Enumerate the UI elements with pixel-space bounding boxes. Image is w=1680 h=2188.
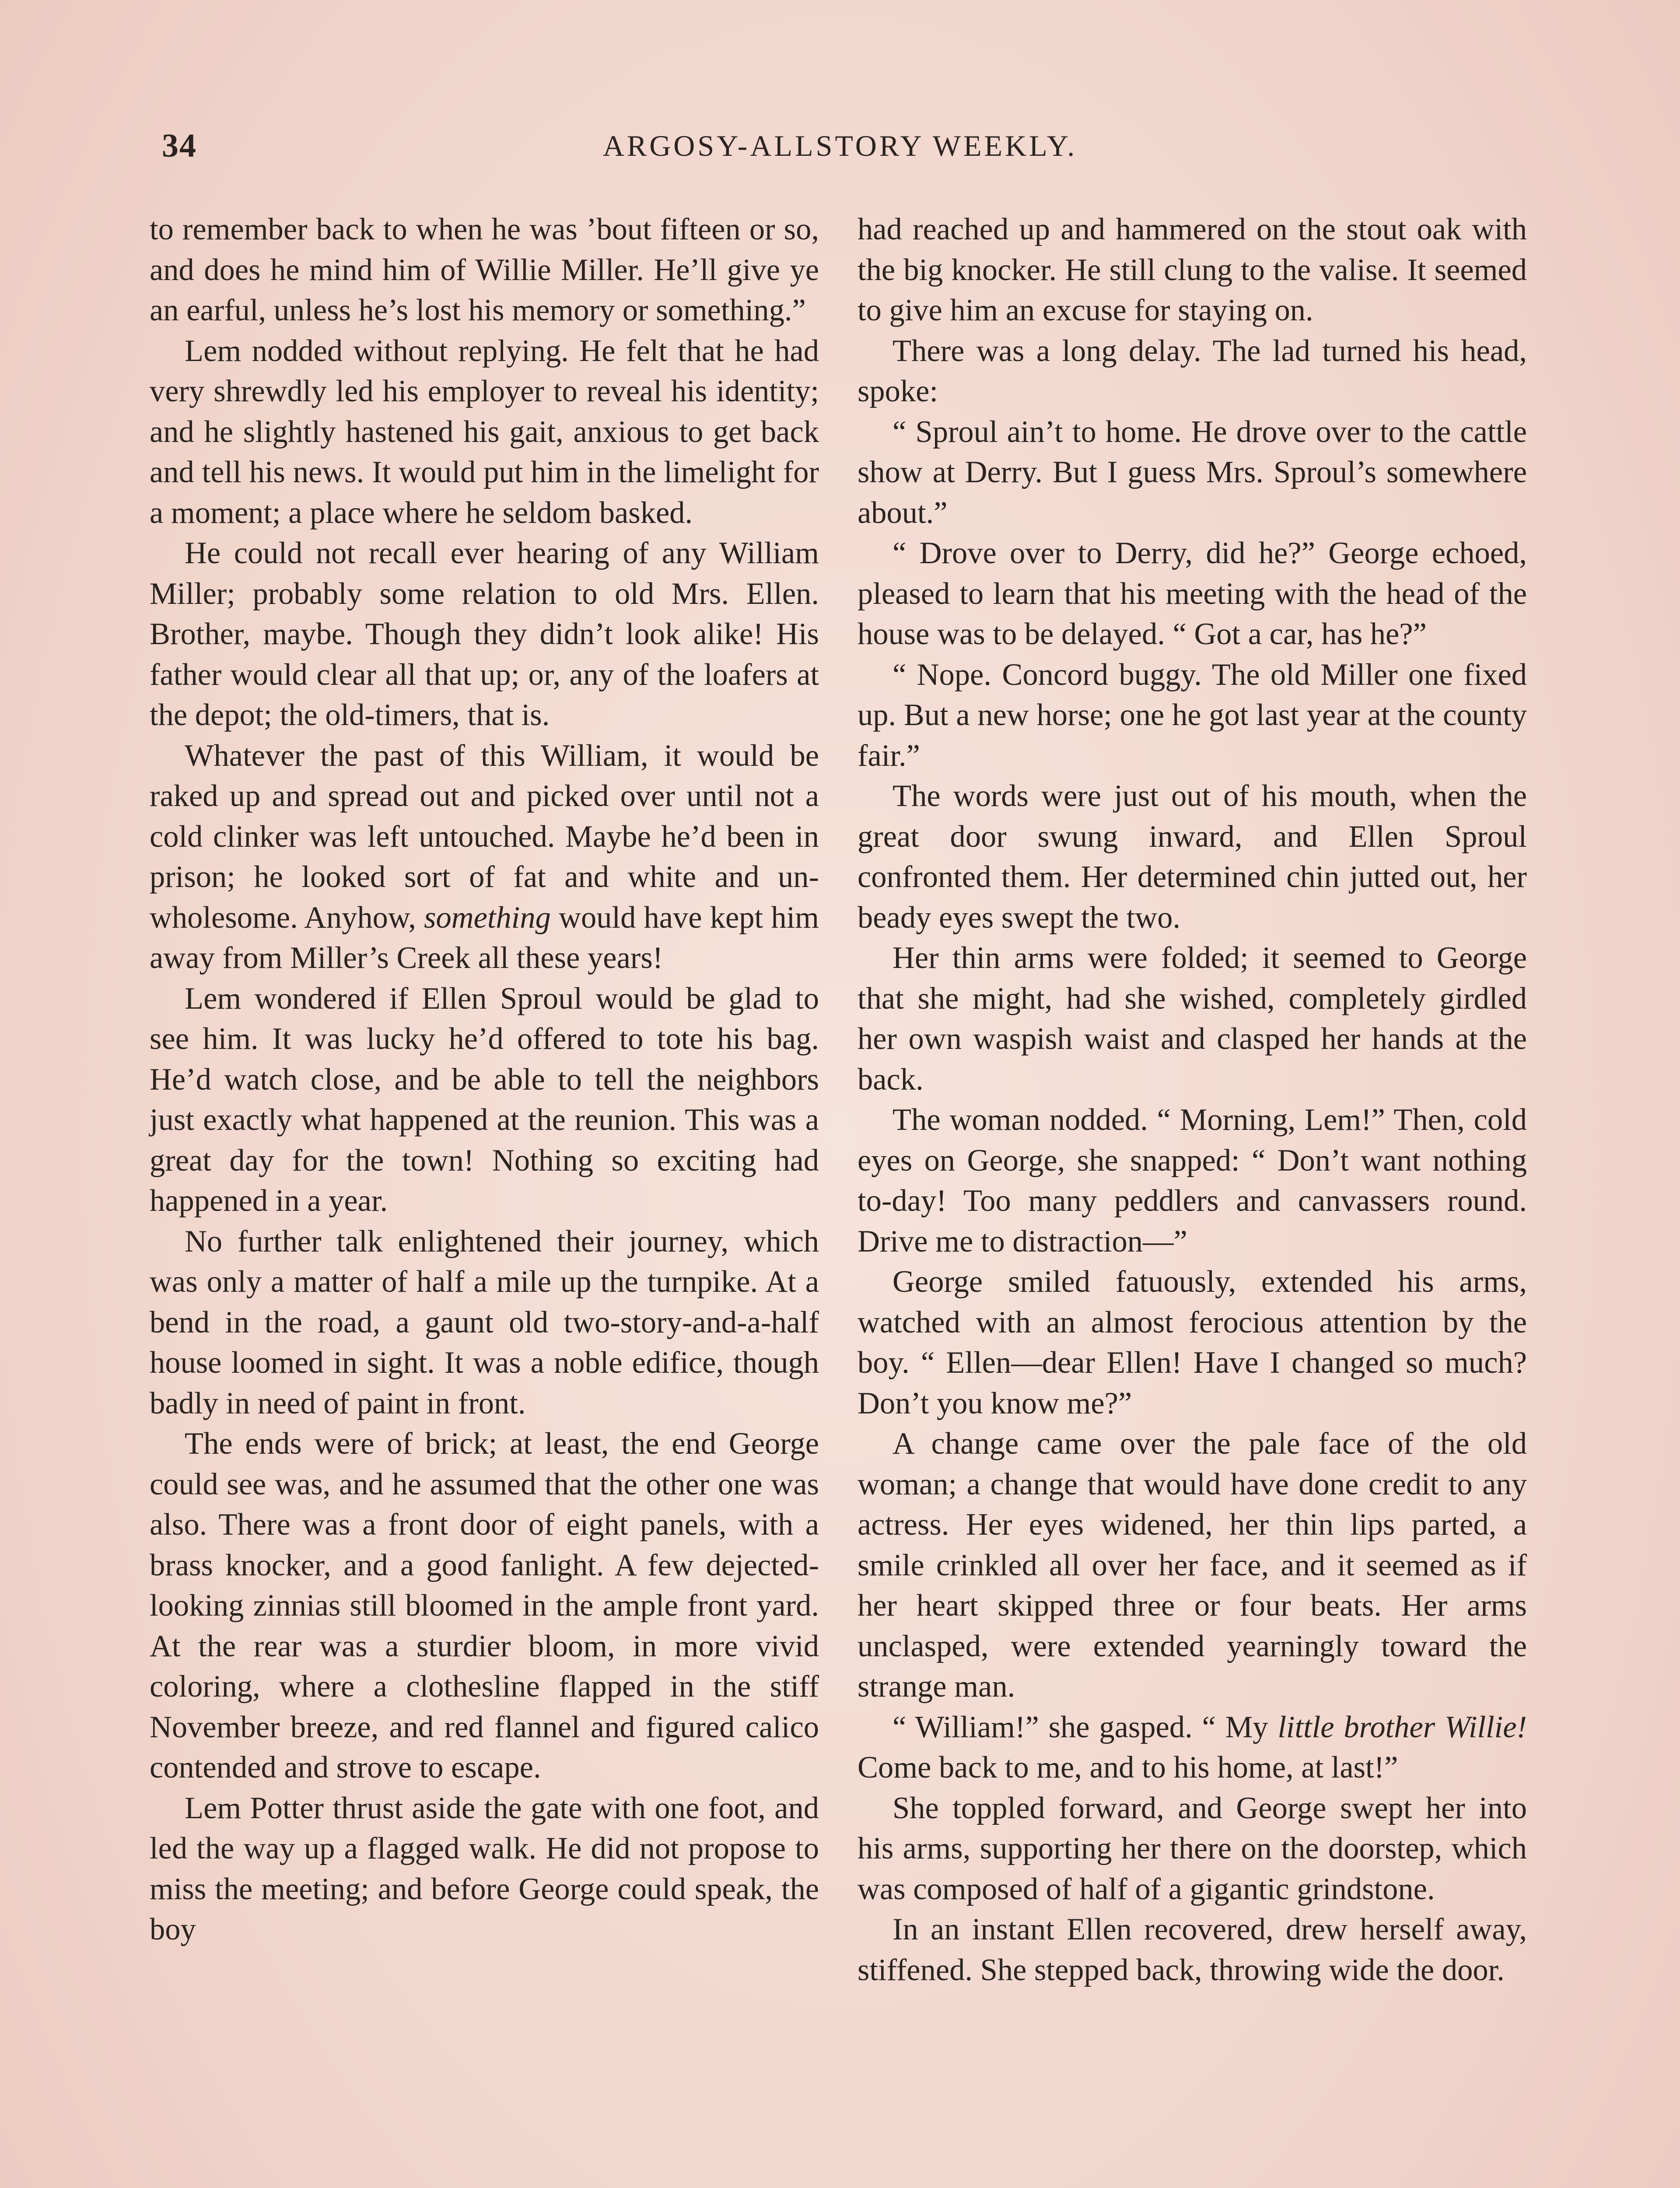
- paragraph: “ Nope. Concord buggy. The old Miller one fixed up. But a new horse; one he got last year at the county fair.”: [858, 657, 1527, 773]
- paragraph: George smiled fatuously, extended his arms, watched with an almost ferocious attention by the boy. “ Ellen—dear Ellen! Have I changed so much? Don’t you know me?”: [858, 1265, 1527, 1420]
- paragraph-text: “ William!” she gasped. “ My: [892, 1710, 1278, 1744]
- paragraph: The woman nodded. “ Morning, Lem!” Then, cold eyes on George, she snapped: “ Don’t want nothing to-day! Too many peddlers and canvassers round. Drive me to distraction—”: [858, 1103, 1527, 1259]
- paragraph: had reached up and hammered on the stout oak with the big knocker. He still clung to the valise. It seemed to give him an excuse for staying on.: [858, 212, 1527, 327]
- paragraph: A change came over the pale face of the old woman; a change that would have done credit to any actress. Her eyes widened, her thin lips parted, a smile crinkled all over her face, and it seemed as if her heart skipped three or four beats. Her arms unclasped, were extended yearningly toward the strange man.: [858, 1427, 1527, 1704]
- paragraph: “ Drove over to Derry, did he?” George echoed, pleased to learn that his meeting with the head of the house was to be delayed. “ Got a car, has he?”: [858, 536, 1527, 651]
- page-header: [149, 127, 1531, 179]
- italic-text: little brother Willie!: [1278, 1710, 1527, 1744]
- paragraph: In an instant Ellen recovered, drew herself away, stiffened. She stepped back, throwing wide the door.: [858, 1912, 1527, 1987]
- paragraph-text: would have kept him away from Miller’s Creek all these years!: [150, 900, 819, 975]
- paragraph-text: Come back to me, and to his home, at last!”: [858, 1750, 1398, 1785]
- paragraph: Her thin arms were folded; it seemed to George that she might, had she wished, completely girdled her own waspish waist and clasped her hands at the back.: [858, 941, 1527, 1097]
- paragraph-text: Whatever the past of this William, it would be raked up and spread out and picked over until not a cold clinker was left untouched. Maybe he’d been in prison; he looked sort of fat and white and unwholesome. Anyhow,: [150, 738, 819, 935]
- paragraph: He could not recall ever hearing of any William Miller; probably some relation to old Mrs. Ellen. Brother, maybe. Though they didn’t look alike! His father would clear all that up; or, any of the loafers at the depot; the old-timers, that is.: [150, 536, 819, 732]
- page-number: 34: [162, 127, 197, 164]
- paragraph: to remember back to when he was ’bout fifteen or so, and does he mind him of Willie Miller. He’ll give ye an earful, unless he’s lost his memory or something.”: [150, 212, 819, 327]
- paragraph: Lem Potter thrust aside the gate with one foot, and led the way up a flagged walk. He did not propose to miss the meeting; and before George could speak, the boy: [150, 1791, 819, 1946]
- paragraph: [858, 1707, 1527, 1788]
- italic-text: something: [424, 900, 551, 935]
- right-column: [858, 209, 1527, 1990]
- paragraph: No further talk enlightened their journey, which was only a matter of half a mile up the turnpike. At a bend in the road, a gaunt old two-story-and-a-half house loomed in sight. It was a noble edifice, though badly in need of paint in front.: [150, 1224, 819, 1420]
- paragraph: The words were just out of his mouth, when the great door swung inward, and Ellen Sproul confronted them. Her determined chin jutted out, her beady eyes swept the two.: [858, 779, 1527, 935]
- paragraph: Lem wondered if Ellen Sproul would be glad to see him. It was lucky he’d offered to tote his bag. He’d watch close, and be able to tell the neighbors just exactly what happened at the reunion. This was a great day for the town! Nothing so exciting had happened in a year.: [150, 981, 819, 1218]
- paragraph: She toppled forward, and George swept her into his arms, supporting her there on the doorstep, which was composed of half of a gigantic grindstone.: [858, 1791, 1527, 1906]
- left-column: [150, 209, 819, 1950]
- paragraph: [150, 736, 819, 978]
- running-title: ARGOSY-ALLSTORY WEEKLY.: [602, 129, 1078, 162]
- paragraph: The ends were of brick; at least, the end George could see was, and he assumed that the other one was also. There was a front door of eight panels, with a brass knocker, and a good fanlight. A few dejected-looking zinnias still bloomed in the ample front yard. At the rear was a sturdier bloom, in more vivid coloring, where a clothesline flapped in the stiff November breeze, and red flannel and figured calico contended and strove to escape.: [150, 1427, 819, 1785]
- paragraph: There was a long delay. The lad turned his head, spoke:: [858, 333, 1527, 408]
- paragraph: “ Sproul ain’t to home. He drove over to the cattle show at Derry. But I guess Mrs. Sproul’s somewhere about.”: [858, 414, 1527, 530]
- paragraph: Lem nodded without replying. He felt that he had very shrewdly led his employer to reveal his identity; and he slightly hastened his gait, anxious to get back and tell his news. It would put him in the limelight for a moment; a place where he seldom basked.: [150, 333, 819, 530]
